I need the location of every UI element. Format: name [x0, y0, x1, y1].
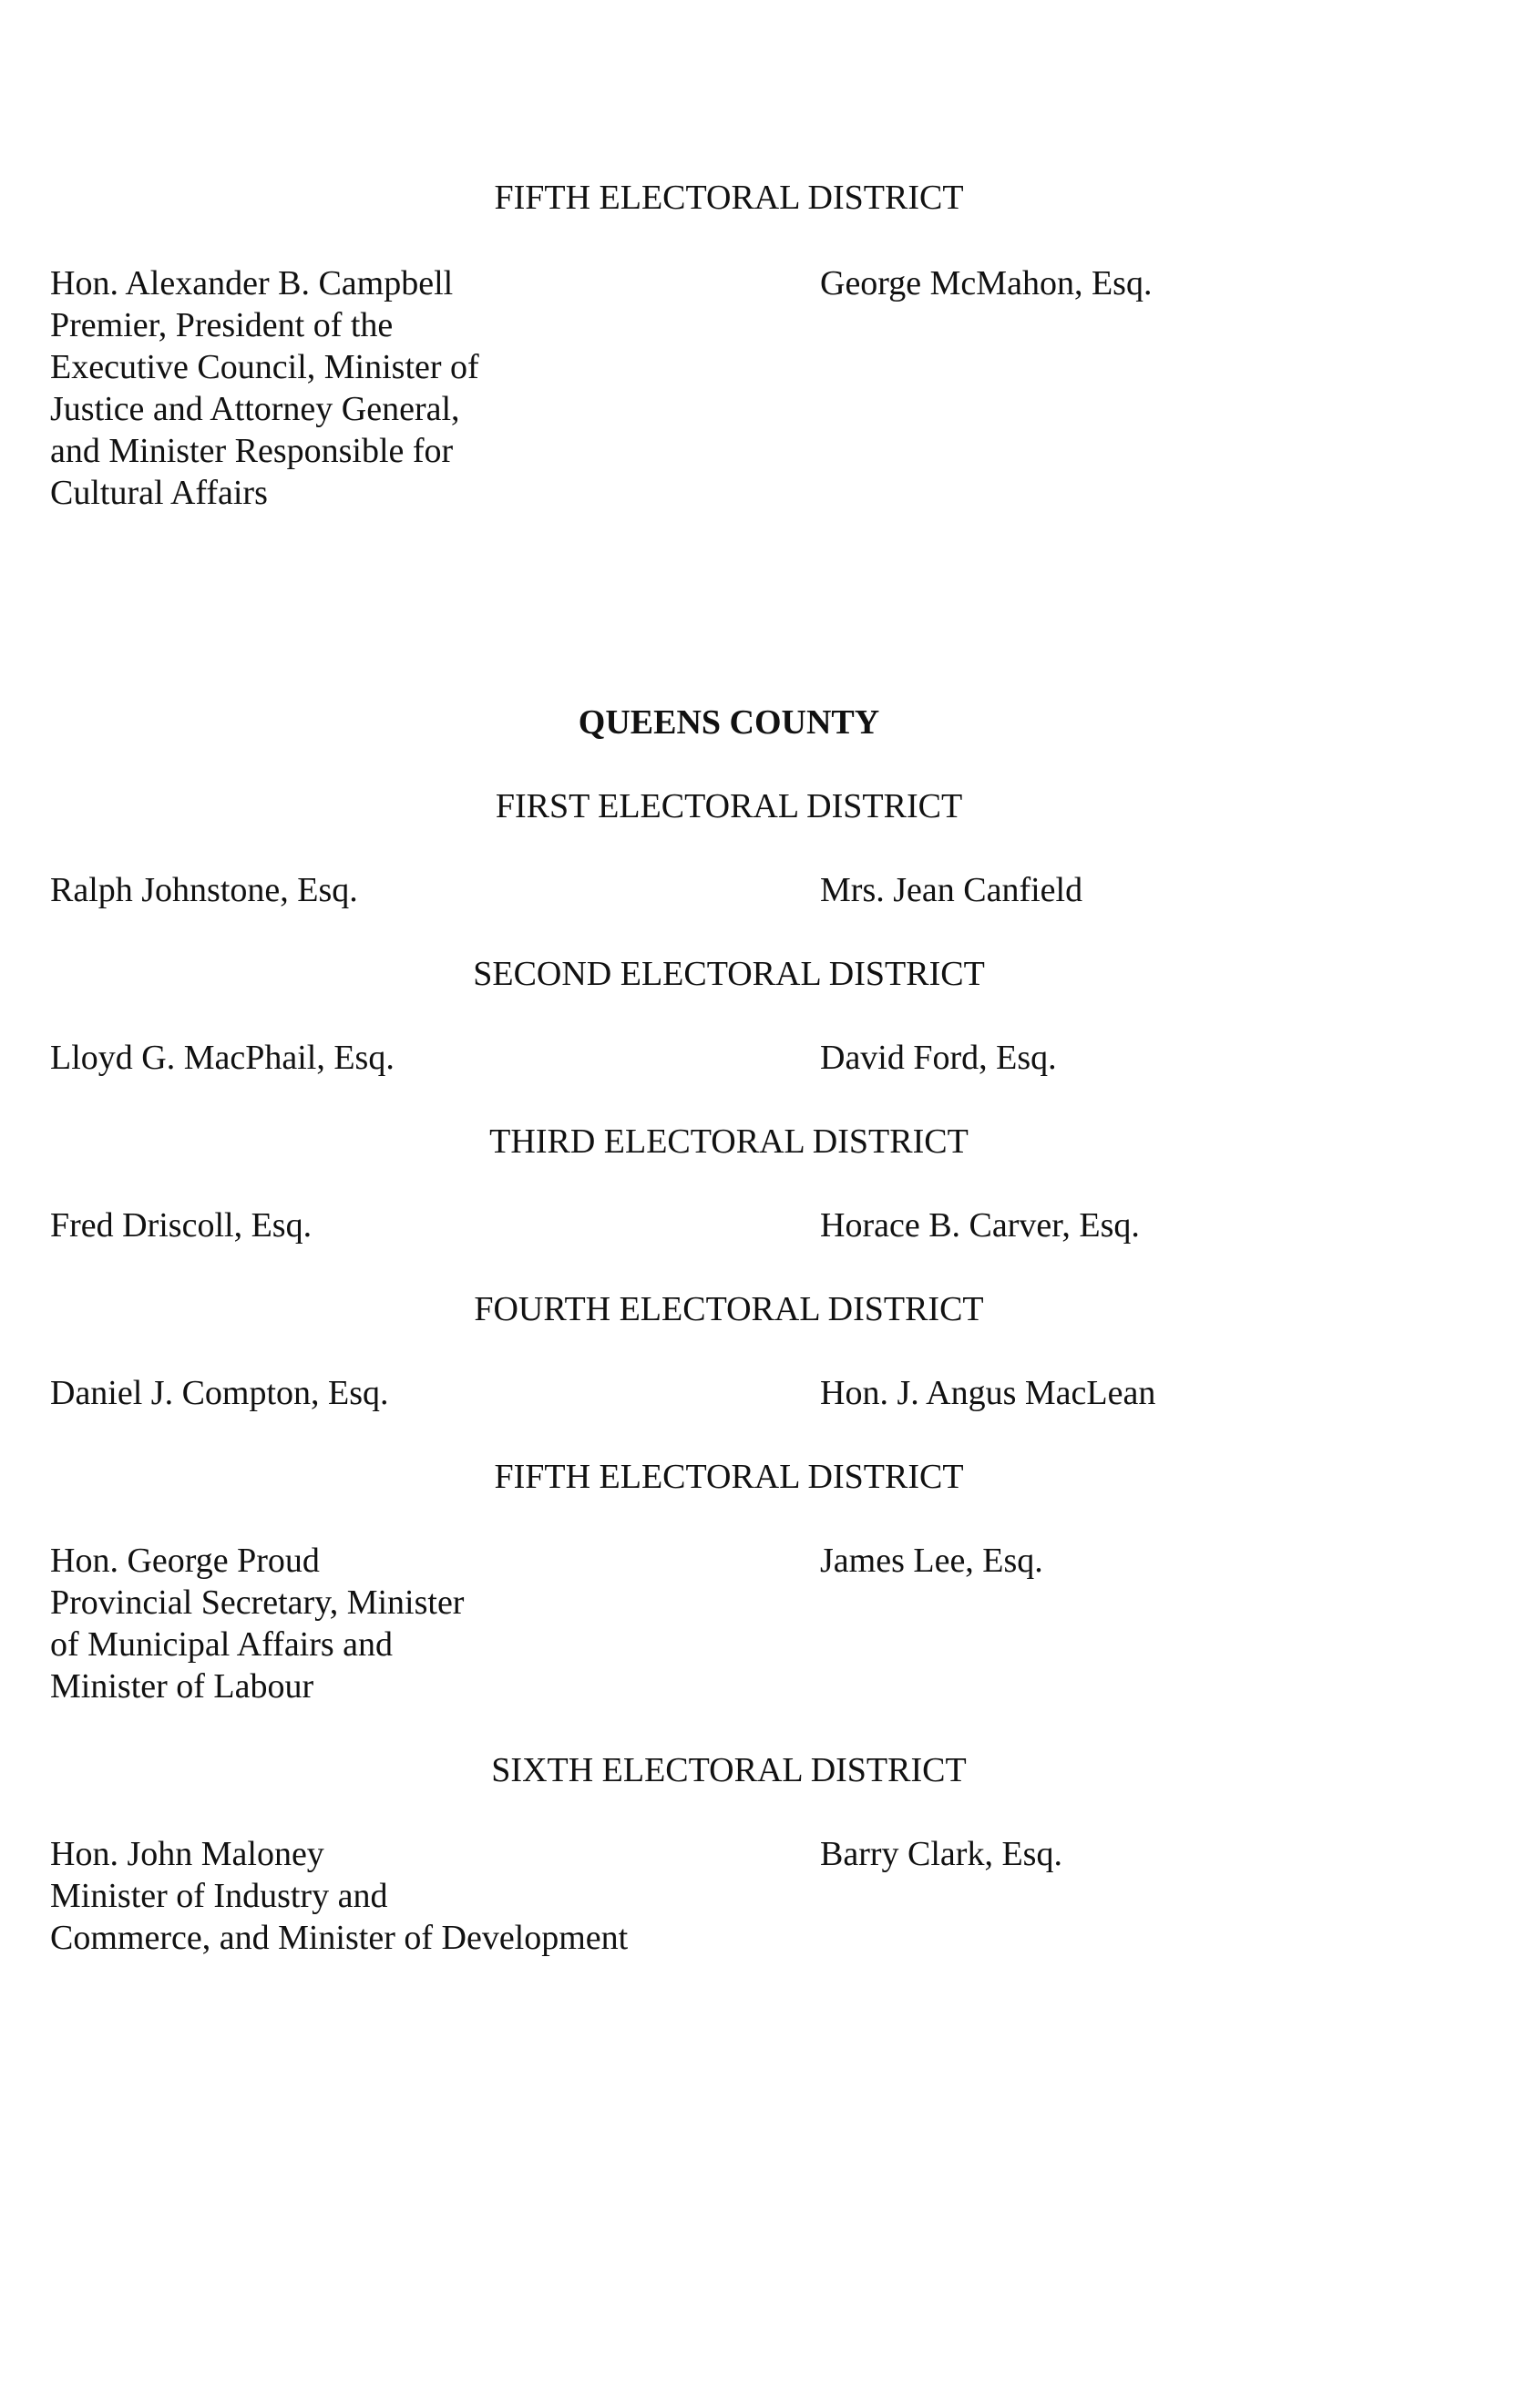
- district-heading: SIXTH ELECTORAL DISTRICT: [491, 1751, 967, 1789]
- member-title-line: Executive Council, Minister of: [50, 348, 479, 386]
- member-name: James Lee, Esq.: [820, 1542, 1043, 1580]
- member-name: David Ford, Esq.: [820, 1039, 1057, 1077]
- member-title-line: Provincial Secretary, Minister: [50, 1583, 465, 1622]
- county-heading: QUEENS COUNTY: [578, 703, 880, 742]
- member-title-line: and Minister Responsible for: [50, 432, 454, 470]
- member-left: [50, 262, 479, 514]
- member-left: [50, 1204, 312, 1246]
- member-name: Hon. George Proud: [50, 1542, 320, 1580]
- member-name: Fred Driscoll, Esq.: [50, 1206, 313, 1245]
- member-title-line: Minister of Industry and: [50, 1877, 388, 1915]
- member-title-line: Minister of Labour: [50, 1667, 314, 1706]
- member-right: [820, 1037, 1057, 1079]
- district-heading: THIRD ELECTORAL DISTRICT: [489, 1122, 969, 1161]
- member-left: [50, 869, 358, 911]
- member-right: [820, 1833, 1062, 1875]
- district-heading: FIFTH ELECTORAL DISTRICT: [494, 1458, 964, 1496]
- district-heading: SECOND ELECTORAL DISTRICT: [473, 955, 985, 993]
- member-name: Lloyd G. MacPhail, Esq.: [50, 1039, 395, 1077]
- district-heading: FOURTH ELECTORAL DISTRICT: [474, 1290, 984, 1328]
- member-name: Hon. Alexander B. Campbell: [50, 264, 454, 302]
- member-left: [50, 1037, 395, 1079]
- member-name: Ralph Johnstone, Esq.: [50, 871, 358, 909]
- member-name: Hon. John Maloney: [50, 1835, 324, 1873]
- member-name: Hon. J. Angus MacLean: [820, 1374, 1156, 1412]
- member-title-line: Commerce, and Minister of Development: [50, 1919, 629, 1957]
- member-title-line: of Municipal Affairs and: [50, 1625, 394, 1664]
- member-left: [50, 1833, 628, 1959]
- member-right: [820, 1204, 1140, 1246]
- member-right: [820, 869, 1082, 911]
- member-title-line: Cultural Affairs: [50, 474, 268, 512]
- member-right: [820, 1540, 1043, 1582]
- district-heading: FIRST ELECTORAL DISTRICT: [495, 787, 963, 825]
- member-title-line: Justice and Attorney General,: [50, 390, 460, 428]
- member-right: [820, 1372, 1155, 1414]
- member-title-line: Premier, President of the: [50, 306, 394, 344]
- member-name: George McMahon, Esq.: [820, 264, 1153, 302]
- member-name: Barry Clark, Esq.: [820, 1835, 1062, 1873]
- member-name: Mrs. Jean Canfield: [820, 871, 1083, 909]
- member-name: Horace B. Carver, Esq.: [820, 1206, 1140, 1245]
- member-left: [50, 1372, 389, 1414]
- member-name: Daniel J. Compton, Esq.: [50, 1374, 389, 1412]
- district-heading: FIFTH ELECTORAL DISTRICT: [494, 179, 964, 217]
- member-right: [820, 262, 1152, 304]
- member-left: [50, 1540, 464, 1707]
